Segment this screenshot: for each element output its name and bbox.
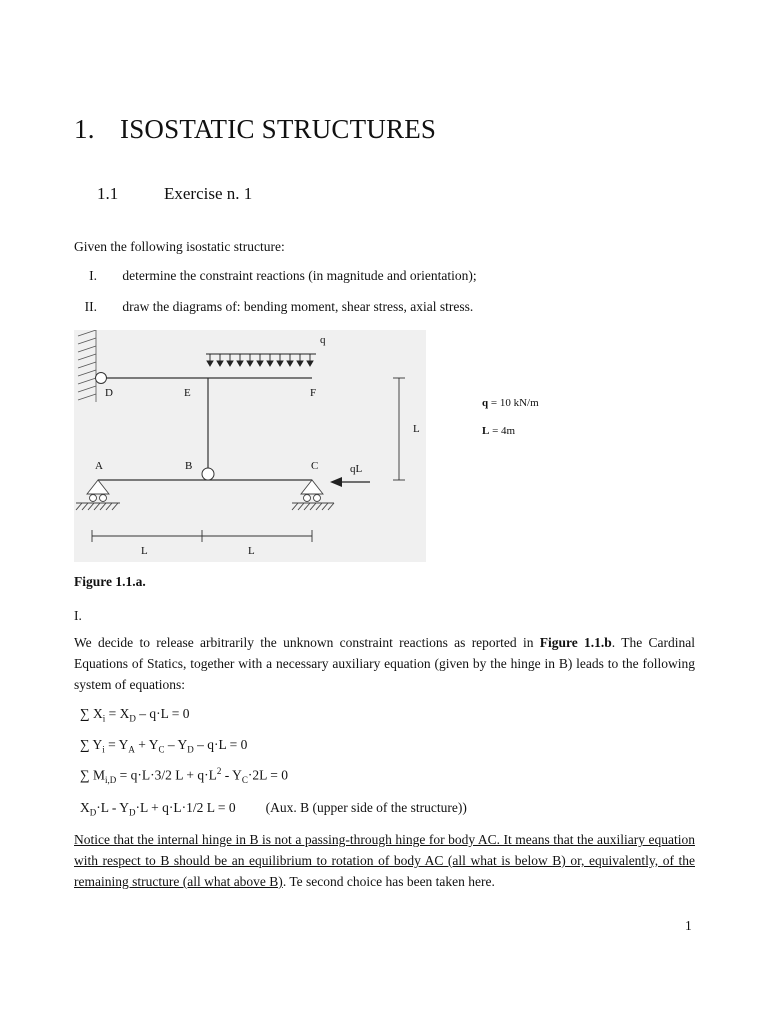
task-text: determine the constraint reactions (in magnitude and orientation); <box>122 268 477 283</box>
param-q-value: = 10 kN/m <box>488 397 539 409</box>
task-item <box>52 268 477 284</box>
param-q-symbol: q <box>482 397 489 409</box>
label-D: D <box>105 387 113 399</box>
task-item <box>52 299 473 315</box>
param-L-symbol: L <box>482 425 490 437</box>
figure-reference: Figure 1.1.b <box>539 635 612 650</box>
intro-text: Given the following isostatic structure: <box>74 239 285 254</box>
equation-sum-x: ∑ $X_i = X_D - q\cdot L = 0$ <box>80 706 190 724</box>
label-L-vertical: L <box>413 423 420 435</box>
page-number: 1 <box>685 918 692 933</box>
note-underlined: Notice that the internal hinge in B is not a passing-through hinge for body AC. It means that the auxiliary equation with respect to B should be an equilibrium to rotation of body AC (all what is below B) or, equivalently, of the remaining structure (all what above B) <box>74 832 695 889</box>
hinge-B <box>202 468 214 480</box>
note-rest: . Te second choice has been taken here. <box>282 874 495 889</box>
param-L-value: = 4m <box>489 425 516 437</box>
label-qL: qL <box>350 463 363 475</box>
equation-auxiliary: $X_D\cdot L - Y_D\cdot L + q\cdot L\cdot 1/2$ L = 0 (Aux. B (upper side of the structure)) <box>80 800 467 818</box>
param-q <box>482 397 539 409</box>
figure-caption: Figure 1.1.a. <box>74 574 146 589</box>
equation-sum-moments: ∑ $M_{i,D} = q\cdot L\cdot 3/2$ $L + q\cdot L^2 - Y_C\cdot 2L = 0$ <box>80 766 288 786</box>
task-text: draw the diagrams of: bending moment, shear stress, axial stress. <box>122 299 474 314</box>
label-A: A <box>95 460 103 472</box>
paragraph-after: . The Cardinal Equations of Statics, together with a necessary auxiliary equation (given by the hinge in B) leads to the following system of equations: <box>74 635 695 692</box>
task-numeral: I. <box>89 268 97 283</box>
task-numeral: II. <box>84 299 97 314</box>
structure-figure <box>74 330 426 562</box>
label-C: C <box>311 460 319 472</box>
label-B: B <box>185 460 193 472</box>
chapter-heading <box>74 114 436 145</box>
section-number: 1.1 <box>97 184 119 203</box>
body-paragraph <box>74 632 695 695</box>
section-marker: I. <box>74 608 82 623</box>
label-L-span2: L <box>248 545 255 557</box>
note-paragraph <box>74 829 695 892</box>
label-F: F <box>310 387 317 399</box>
label-E: E <box>184 387 191 399</box>
param-L <box>482 425 515 437</box>
label-q: q <box>320 334 326 346</box>
chapter-number: 1. <box>74 114 95 144</box>
paragraph-before: We decide to release arbitrarily the unknown constraint reactions as reported in <box>74 635 540 650</box>
section-heading <box>97 184 252 204</box>
label-L-span1: L <box>141 545 148 557</box>
auxiliary-note: (Aux. B (upper side of the structure)) <box>265 800 467 815</box>
hinge-D <box>96 373 107 384</box>
chapter-title: ISOSTATIC STRUCTURES <box>120 114 437 144</box>
equation-sum-y: ∑ $Y_i = Y_A + Y_C - Y_D - q\cdot L = 0$ <box>80 737 248 755</box>
section-title: Exercise n. 1 <box>164 184 253 203</box>
